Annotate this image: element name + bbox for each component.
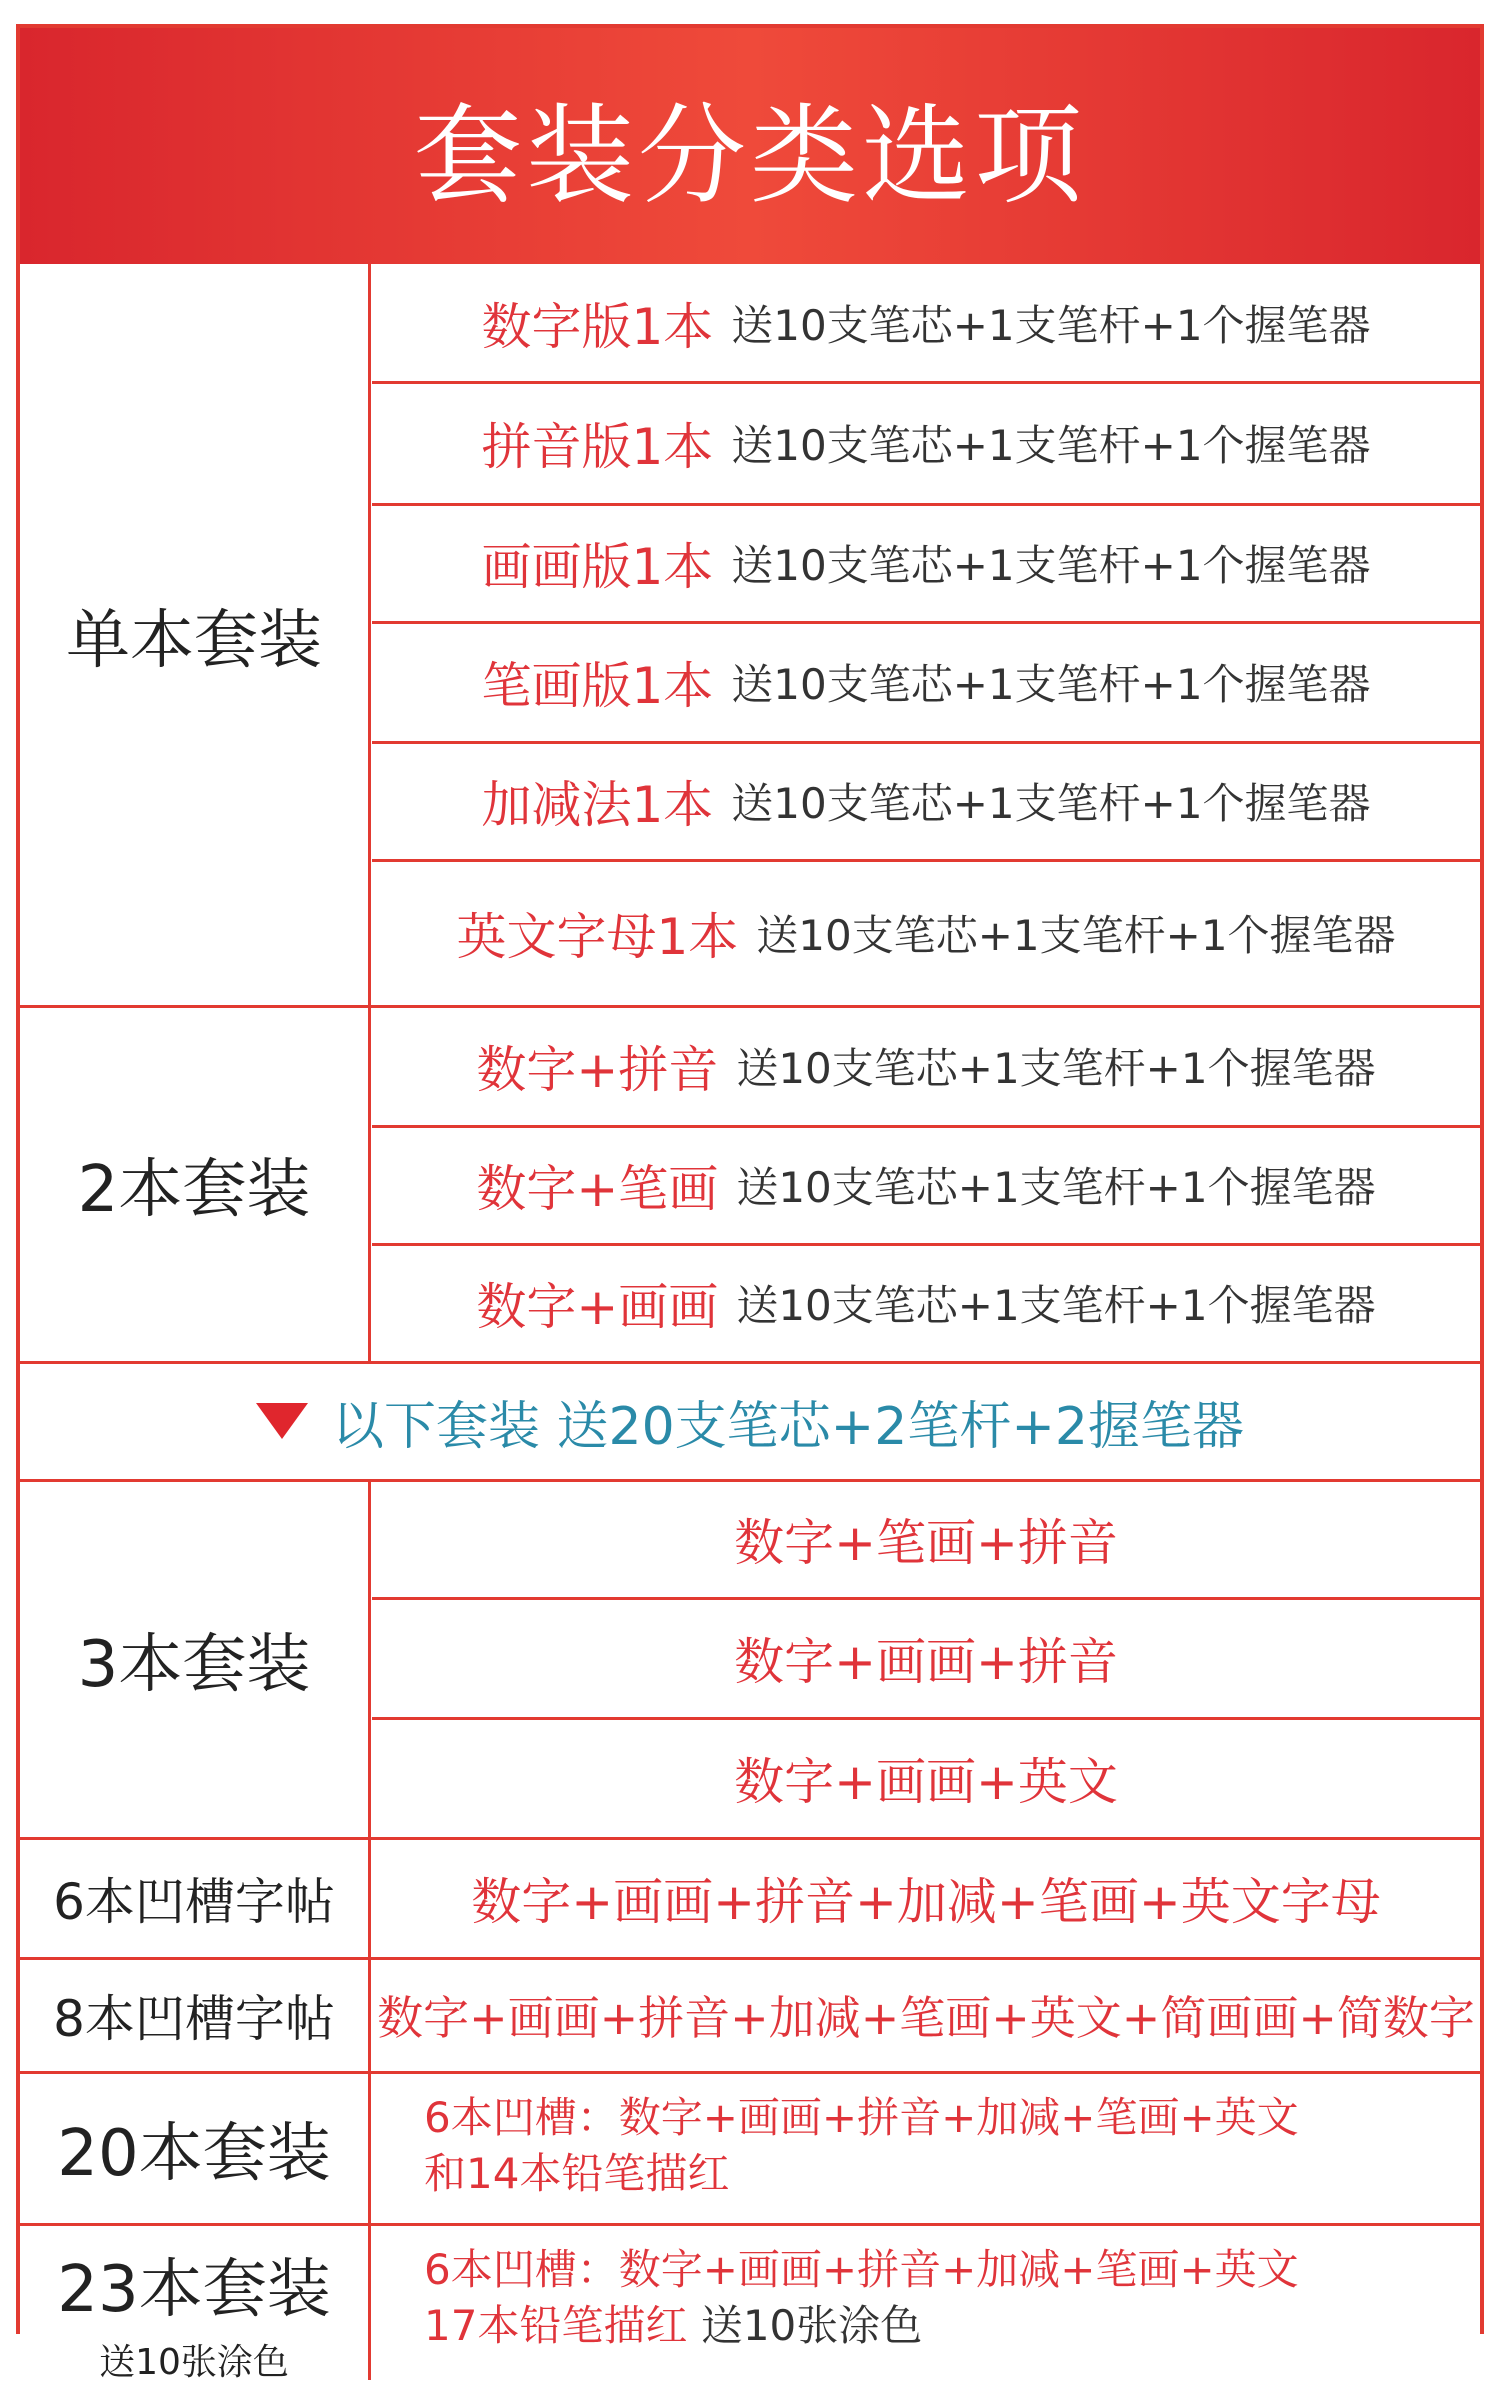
option-gift: 送10支笔芯+1支笔杆+1个握笔器 (736, 1281, 1376, 1330)
option-triple-1[interactable] (372, 1480, 1480, 1598)
option-line: 6本凹槽：数字+画画+拼音+加减+笔画+英文 (424, 2245, 1299, 2294)
divider (20, 2223, 1480, 2226)
divider (20, 1005, 1480, 1008)
option-gift: 送10支笔芯+1支笔杆+1个握笔器 (731, 421, 1371, 470)
category-label: 6本凹槽字帖 (53, 1873, 335, 1931)
option-single-letters[interactable] (372, 860, 1480, 1006)
option-name: 数字版1本 (481, 298, 714, 356)
notice-text: 以下套装 送20支笔芯+2笔杆+2握笔器 (331, 1396, 1244, 1457)
option-triple-2[interactable] (372, 1598, 1480, 1718)
option-line (424, 2298, 1480, 2354)
category-label: 2本套装 (77, 1153, 311, 1227)
option-single-strokes[interactable] (372, 622, 1480, 742)
page-title: 套装分类选项 (413, 93, 1086, 219)
category-label: 23本套装 (57, 2253, 331, 2327)
category-label: 8本凹槽字帖 (53, 1990, 335, 2048)
option-six[interactable] (372, 1838, 1480, 1958)
divider (372, 1597, 1480, 1600)
option-name: 数字+画画+拼音 (734, 1633, 1118, 1691)
category-label: 20本套装 (57, 2117, 331, 2191)
category-twentythree (20, 2224, 368, 2383)
option-twentythree[interactable] (372, 2224, 1480, 2364)
option-double-1[interactable] (372, 1006, 1480, 1126)
divider (20, 2071, 1480, 2074)
option-gift: 送10支笔芯+1支笔杆+1个握笔器 (756, 911, 1396, 960)
options-table (16, 24, 1484, 2383)
option-triple-3[interactable] (372, 1718, 1480, 1838)
option-double-2[interactable] (372, 1126, 1480, 1244)
divider (372, 741, 1480, 744)
option-single-math[interactable] (372, 742, 1480, 860)
option-gift: 送10支笔芯+1支笔杆+1个握笔器 (736, 1044, 1376, 1093)
option-name: 数字+画画+英文 (734, 1753, 1118, 1811)
option-double-3[interactable] (372, 1244, 1480, 1362)
option-gift: 送10支笔芯+1支笔杆+1个握笔器 (731, 301, 1371, 350)
divider (20, 1479, 1480, 1482)
category-label: 3本套装 (77, 1628, 311, 1702)
divider (372, 621, 1480, 624)
option-twenty[interactable] (372, 2072, 1480, 2224)
option-gift: 送10支笔芯+1支笔杆+1个握笔器 (731, 541, 1371, 590)
option-name: 数字+拼音 (476, 1041, 719, 1099)
option-name: 数字+笔画 (476, 1160, 719, 1218)
category-eight (20, 1958, 368, 2072)
option-name: 数字+画画+拼音+加减+笔画+英文+简画画+简数字 (377, 1991, 1475, 2045)
option-name: 数字+画画 (476, 1278, 719, 1336)
divider (372, 859, 1480, 862)
category-label: 单本套装 (66, 604, 322, 678)
divider (368, 1480, 371, 2380)
option-single-pinyin[interactable] (372, 382, 1480, 504)
divider (20, 1837, 1480, 1840)
divider (372, 1243, 1480, 1246)
option-name: 加减法1本 (481, 776, 714, 834)
option-name: 数字+笔画+拼音 (734, 1514, 1118, 1572)
header-banner (20, 28, 1480, 264)
category-single (20, 264, 368, 1006)
divider (372, 381, 1480, 384)
option-single-digit[interactable] (372, 264, 1480, 382)
option-name: 数字+画画+拼音+加减+笔画+英文字母 (471, 1873, 1381, 1931)
category-triple (20, 1480, 368, 1838)
option-name: 笔画版1本 (481, 657, 714, 715)
divider (372, 1717, 1480, 1720)
option-eight[interactable] (372, 1958, 1480, 2072)
divider (20, 1957, 1480, 1960)
option-gift: 送10支笔芯+1支笔杆+1个握笔器 (736, 1163, 1376, 1212)
category-twenty (20, 2072, 368, 2224)
option-gift: 送10支笔芯+1支笔杆+1个握笔器 (731, 779, 1371, 828)
divider (372, 503, 1480, 506)
option-single-drawing[interactable] (372, 504, 1480, 622)
option-gift: 送10张涂色 (700, 2301, 923, 2350)
divider (20, 1361, 1480, 1364)
option-line: 6本凹槽：数字+画画+拼音+加减+笔画+英文 (424, 2093, 1299, 2142)
notice-row (20, 1362, 1480, 1480)
option-line: 和14本铅笔描红 (424, 2149, 730, 2198)
divider (372, 1125, 1480, 1128)
divider (368, 264, 371, 1362)
category-sublabel: 送10张涂色 (99, 2342, 289, 2383)
category-double (20, 1006, 368, 1362)
option-name: 英文字母1本 (456, 908, 739, 966)
option-line-main: 17本铅笔描红 (424, 2301, 688, 2350)
triangle-down-icon (256, 1403, 308, 1439)
category-six (20, 1838, 368, 1958)
option-name: 画画版1本 (481, 538, 714, 596)
option-name: 拼音版1本 (481, 418, 714, 476)
option-gift: 送10支笔芯+1支笔杆+1个握笔器 (731, 660, 1371, 709)
